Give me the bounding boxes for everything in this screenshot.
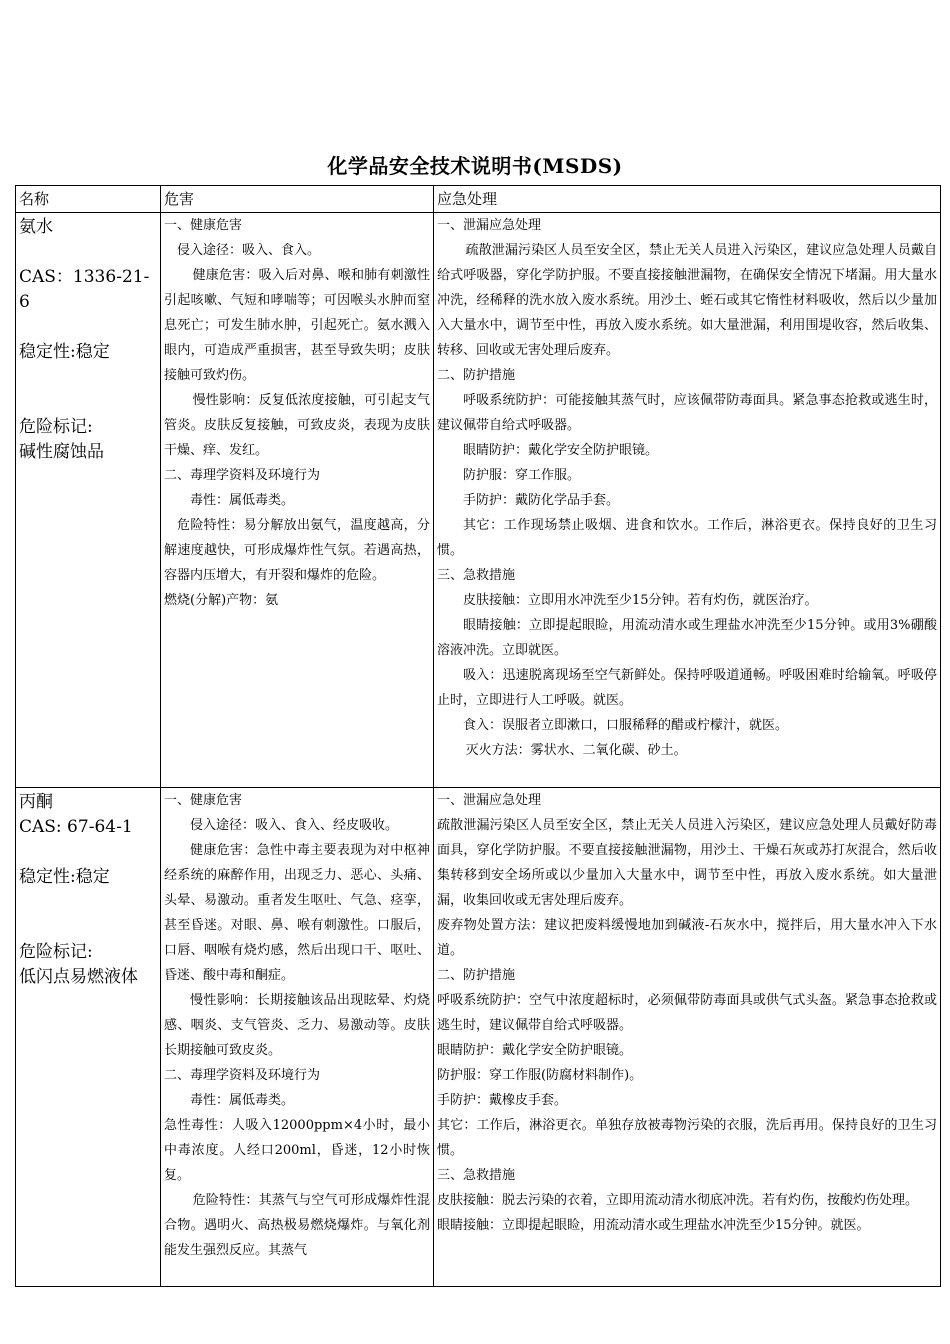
header-hazard: 危害: [161, 186, 434, 213]
hazard-text: 急性毒性：人吸入12000ppm×4小时，最小中毒浓度。人经口200ml，昏迷，12小时恢复。: [164, 1118, 430, 1183]
chemical-name: 丙酮: [19, 792, 53, 812]
chemical-info-cell: [16, 213, 161, 788]
hazard-text: 一、健康危害: [164, 218, 243, 233]
hazard-mark-label: 危险标记:: [19, 942, 93, 962]
hazard-text: 侵入途径：吸入、食入。: [177, 243, 321, 258]
hazard-text: 毒性：属低毒类。: [190, 1093, 295, 1108]
emergency-text: 手防护：戴防化学品手套。: [463, 493, 620, 508]
hazard-text: 危险特性：其蒸气与空气可形成爆炸性混合物。遇明火、高热极易燃烧爆炸。与氧化剂能发生强烈反应。其蒸气: [164, 1193, 430, 1258]
emergency-cell: [434, 213, 941, 788]
emergency-text: 手防护：戴橡皮手套。: [437, 1093, 568, 1108]
emergency-text: 眼睛防护：戴化学安全防护眼镜。: [463, 443, 659, 458]
header-name: 名称: [16, 186, 161, 213]
emergency-text: 疏散泄漏污染区人员至安全区，禁止无关人员进入污染区，建议应急处理人员戴好防毒面具，穿化学防护服。不要直接接触泄漏物，用沙土、干燥石灰或苏打灰混合，然后收集转移到安全场所或以少量加入大量水中，调节至中性，再放入废水系统。如大量泄漏，收集回收或无害处理后废弃。: [437, 818, 937, 908]
emergency-text: 其它：工作现场禁止吸烟、进食和饮水。工作后，淋浴更衣。保持良好的卫生习惯。: [437, 518, 937, 558]
emergency-text: 呼吸系统防护：可能接触其蒸气时，应该佩带防毒面具。紧急事态抢救或逃生时，建议佩带自给式呼吸器。: [437, 393, 937, 433]
emergency-cell: [434, 788, 941, 1287]
emergency-text: 防护服：穿工作服(防腐材料制作)。: [437, 1068, 643, 1083]
emergency-text: 灭火方法：雾状水、二氧化碳、砂土。: [465, 743, 687, 758]
emergency-text: 皮肤接触：脱去污染的衣着，立即用流动清水彻底冲洗。若有灼伤，按酸灼伤处理。: [437, 1193, 919, 1208]
emergency-text: 防护服：穿工作服。: [463, 468, 581, 483]
hazard-cell: [161, 213, 434, 788]
hazard-text: 侵入途径：吸入、食入、经皮吸收。: [190, 818, 399, 833]
table-header-row: [16, 186, 941, 213]
chemical-info-cell: [16, 788, 161, 1287]
emergency-text: 二、防护措施: [437, 968, 516, 983]
header-emergency: 应急处理: [434, 186, 941, 213]
emergency-text: 呼吸系统防护：空气中浓度超标时，必须佩带防毒面具或供气式头盔。紧急事态抢救或逃生时，建议佩带自给式呼吸器。: [437, 993, 937, 1033]
cas-number: CAS: 67-64-1: [19, 817, 133, 837]
hazard-mark: 低闪点易燃液体: [19, 967, 138, 987]
emergency-text: 眼睛接触：立即提起眼睑，用流动清水或生理盐水冲洗至少15分钟。或用3%硼酸溶液冲洗。立即就医。: [437, 618, 937, 658]
emergency-text: 皮肤接触：立即用水冲洗至少15分钟。若有灼伤，就医治疗。: [463, 593, 818, 608]
table-row: [16, 788, 941, 1287]
hazard-text: 健康危害：急性中毒主要表现为对中枢神经系统的麻醉作用，出现乏力、恶心、头痛、头晕、易激动。重者发生呕吐、气急、痉挛，甚至昏迷。对眼、鼻、喉有刺激性。口服后，口唇、咽喉有烧灼感，然后出现口干、呕吐、昏迷、酸中毒和酮症。: [164, 843, 430, 983]
hazard-text: 慢性影响：长期接触该品出现眩晕、灼烧感、咽炎、支气管炎、乏力、易激动等。皮肤长期接触可致皮炎。: [164, 993, 430, 1058]
hazard-cell: [161, 788, 434, 1287]
hazard-mark: 碱性腐蚀品: [19, 442, 104, 462]
emergency-text: 其它：工作后，淋浴更衣。单独存放被毒物污染的衣服，洗后再用。保持良好的卫生习惯。: [437, 1118, 937, 1158]
emergency-text: 一、泄漏应急处理: [437, 793, 542, 808]
document-title: 化学品安全技术说明书(MSDS): [327, 154, 623, 178]
stability: 稳定性:稳定: [19, 342, 110, 362]
emergency-text: 二、防护措施: [437, 368, 516, 383]
hazard-text: 慢性影响：反复低浓度接触，可引起支气管炎。皮肤反复接触，可致皮炎，表现为皮肤干燥、痒、发红。: [164, 393, 430, 458]
emergency-text: 疏散泄漏污染区人员至安全区，禁止无关人员进入污染区，建议应急处理人员戴自给式呼吸器，穿化学防护服。不要直接接触泄漏物，在确保安全情况下堵漏。用大量水冲洗，经稀释的洗水放入废水系统。用沙土、蛭石或其它惰性材料吸收，然后以少量加入大量水中，调节至中性，再放入废水系统。如大量泄漏，利用围堤收容，然后收集、转移、回收或无害处理后废弃。: [437, 243, 937, 358]
chemical-name: 氨水: [19, 217, 53, 237]
msds-table: [15, 185, 941, 1287]
hazard-text: 燃烧(分解)产物：氨: [164, 593, 279, 608]
hazard-text: 危险特性：易分解放出氨气，温度越高，分解速度越快，可形成爆炸性气氛。若遇高热，容器内压增大，有开裂和爆炸的危险。: [164, 518, 430, 583]
emergency-text: 三、急救措施: [437, 1168, 516, 1183]
emergency-text: 一、泄漏应急处理: [437, 218, 542, 233]
hazard-text: 毒性：属低毒类。: [190, 493, 295, 508]
hazard-text: 二、毒理学资料及环境行为: [164, 1068, 321, 1083]
hazard-text: 一、健康危害: [164, 793, 243, 808]
emergency-text: 三、急救措施: [437, 568, 516, 583]
cas-number: CAS：1336-21-6: [19, 267, 150, 312]
stability: 稳定性:稳定: [19, 867, 110, 887]
emergency-text: 吸入：迅速脱离现场至空气新鲜处。保持呼吸道通畅。呼吸困难时给输氧。呼吸停止时，立即进行人工呼吸。就医。: [437, 668, 937, 708]
emergency-text: 食入：误服者立即漱口，口服稀释的醋或柠檬汁，就医。: [463, 718, 789, 733]
emergency-text: 眼睛接触：立即提起眼睑，用流动清水或生理盐水冲洗至少15分钟。就医。: [437, 1218, 870, 1233]
table-row: [16, 213, 941, 788]
emergency-text: 废弃物处置方法：建议把废料缓慢地加到碱液-石灰水中，搅拌后，用大量水冲入下水道。: [437, 918, 937, 958]
emergency-text: 眼睛防护：戴化学安全防护眼镜。: [437, 1043, 633, 1058]
hazard-mark-label: 危险标记:: [19, 417, 93, 437]
hazard-text: 二、毒理学资料及环境行为: [164, 468, 321, 483]
hazard-text: 健康危害：吸入后对鼻、喉和肺有刺激性引起咳嗽、气短和哮喘等；可因喉头水肿而窒息死亡；可发生肺水肿，引起死亡。氨水溅入眼内，可造成严重损害，甚至导致失明；皮肤接触可致灼伤。: [164, 268, 430, 383]
